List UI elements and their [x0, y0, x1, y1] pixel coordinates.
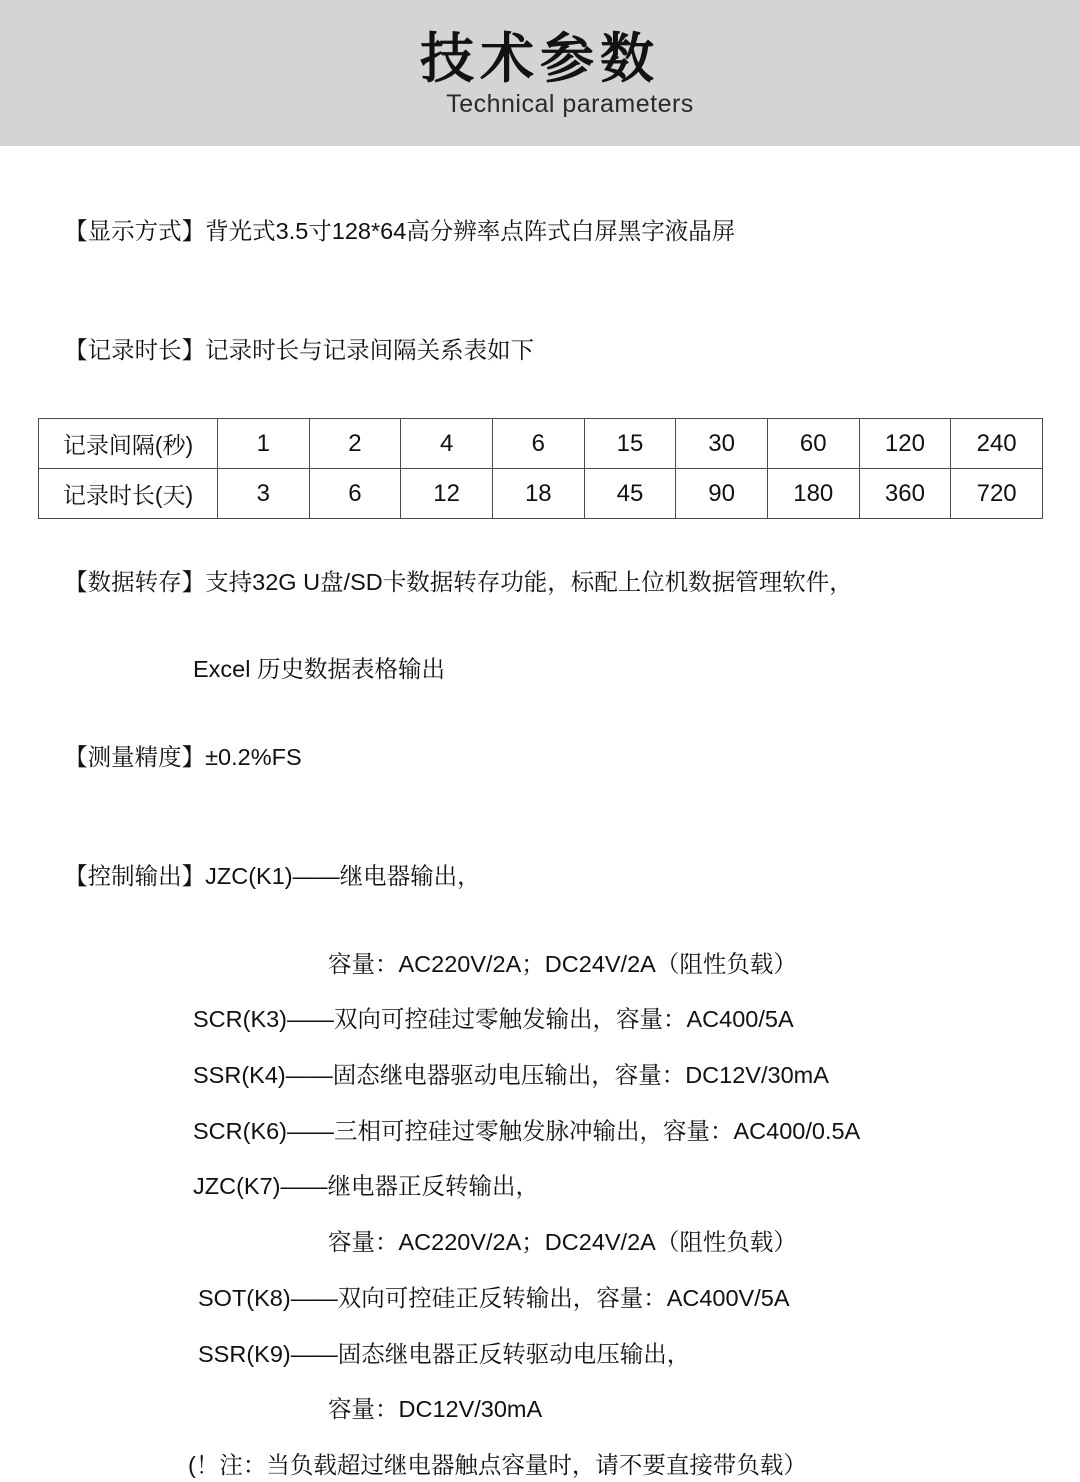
page-subtitle: Technical parameters — [446, 89, 694, 118]
table-cell: 720 — [951, 469, 1043, 519]
table-cell: 2 — [309, 419, 401, 469]
table-cell: 360 — [859, 469, 951, 519]
spec-accuracy-label: 【测量精度】 — [64, 743, 206, 770]
table-cell: 120 — [859, 419, 951, 469]
table-cell: 18 — [492, 469, 584, 519]
spec-accuracy — [38, 710, 1042, 805]
spec-record-duration-value: 记录时长与记录间隔关系表如下 — [205, 336, 535, 363]
table-cell: 45 — [584, 469, 676, 519]
spec-data-transfer-value: 支持32G U盘/SD卡数据转存功能，标配上位机数据管理软件， — [205, 569, 853, 596]
spec-control-output — [38, 829, 1042, 924]
table-row — [39, 419, 1043, 469]
spec-control-output-note: (！注：当负载超过继电器触点容量时，请不要直接带负载） — [188, 1451, 807, 1478]
spec-control-output-line-1: 容量：AC220V/2A；DC24V/2A（阻性负载） — [328, 950, 797, 977]
spec-control-output-line-8: SSR(K9)——固态继电器正反转驱动电压输出， — [198, 1340, 691, 1367]
spec-control-output-line-0: JZC(K1)——继电器输出， — [205, 863, 481, 890]
table-cell: 90 — [676, 469, 768, 519]
spec-control-output-line-9: 容量：DC12V/30mA — [328, 1396, 543, 1423]
table-cell: 1 — [218, 419, 310, 469]
table-row — [39, 469, 1043, 519]
spec-display-value: 背光式3.5寸128*64高分辨率点阵式白屏黑字液晶屏 — [205, 217, 736, 244]
table-cell: 4 — [401, 419, 493, 469]
specs-content — [0, 146, 1080, 1482]
page-title: 技术参数 — [420, 29, 660, 90]
spec-control-output-line-6: 容量：AC220V/2A；DC24V/2A（阻性负载） — [328, 1229, 797, 1256]
table-cell: 6 — [492, 419, 584, 469]
table-cell: 30 — [676, 419, 768, 469]
record-interval-table — [38, 418, 1043, 519]
spec-record-duration — [38, 303, 1042, 398]
spec-display-label: 【显示方式】 — [64, 217, 206, 244]
spec-control-output-line-4: SCR(K6)——三相可控硅过零触发脉冲输出，容量：AC400/0.5A — [193, 1117, 861, 1144]
table-cell: 15 — [584, 419, 676, 469]
spec-accuracy-value: ±0.2%FS — [205, 743, 302, 770]
table-row-label-interval: 记录间隔(秒) — [39, 419, 218, 469]
table-cell: 60 — [767, 419, 859, 469]
table-cell: 6 — [309, 469, 401, 519]
spec-control-output-line-5: JZC(K7)——继电器正反转输出， — [193, 1173, 539, 1200]
spec-data-transfer-label: 【数据转存】 — [64, 569, 206, 596]
spec-control-output-label: 【控制输出】 — [64, 863, 206, 890]
spec-data-transfer-line2: Excel 历史数据表格输出 — [193, 656, 445, 683]
spec-control-output-line-3: SSR(K4)——固态继电器驱动电压输出，容量：DC12V/30mA — [193, 1061, 829, 1088]
table-row-label-duration: 记录时长(天) — [39, 469, 218, 519]
table-cell: 240 — [951, 419, 1043, 469]
spec-record-duration-label: 【记录时长】 — [64, 336, 206, 363]
table-cell: 180 — [767, 469, 859, 519]
spec-display — [38, 184, 1042, 279]
spec-control-output-line-7: SOT(K8)——双向可控硅正反转输出，容量：AC400V/5A — [198, 1284, 790, 1311]
spec-data-transfer — [38, 535, 1042, 630]
page-header — [0, 0, 1080, 146]
table-cell: 3 — [218, 469, 310, 519]
spec-control-output-line-2: SCR(K3)——双向可控硅过零触发输出，容量：AC400/5A — [193, 1006, 794, 1033]
table-cell: 12 — [401, 469, 493, 519]
